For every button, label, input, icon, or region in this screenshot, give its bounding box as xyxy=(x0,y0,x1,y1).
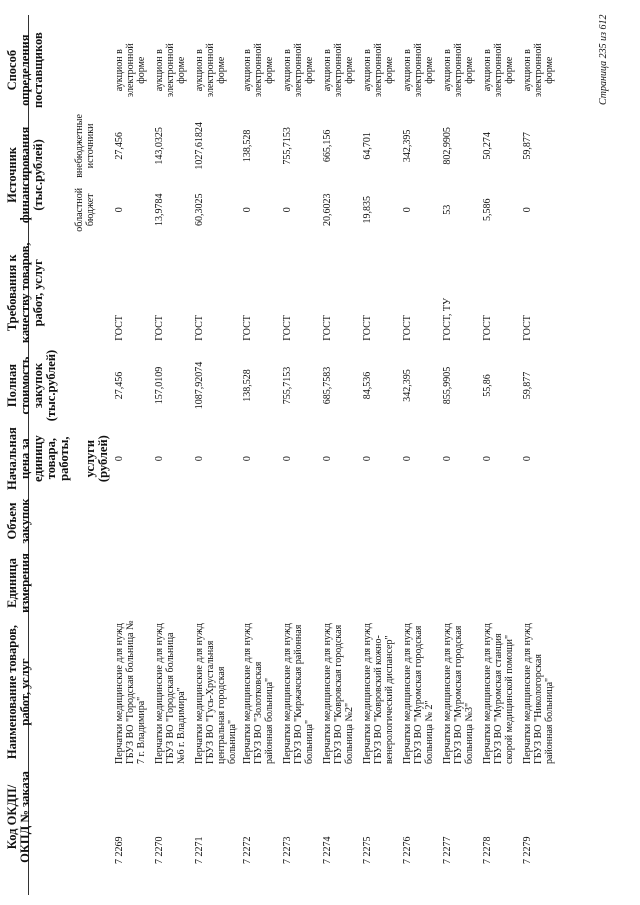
header-code: Код ОКДП/ ОКПД № заказа xyxy=(5,771,32,863)
row-extra: 802,9905 xyxy=(442,127,453,165)
row-requirements: ГОСТ xyxy=(322,315,333,341)
row-unit xyxy=(322,549,362,617)
header-price-sub: услуги (рублей) xyxy=(83,435,110,483)
row-method: аукцион в электронной форме xyxy=(402,43,435,98)
row-code: 7 2278 xyxy=(482,836,493,864)
row-requirements: ГОСТ xyxy=(522,315,533,341)
row-price: 0 xyxy=(402,456,413,462)
row-total: 138,528 xyxy=(242,369,253,402)
row-extra: 59,877 xyxy=(522,132,533,160)
row-total: 685,7583 xyxy=(322,366,333,405)
row-code: 7 2276 xyxy=(402,836,413,864)
row-volume xyxy=(482,493,522,549)
header-financing: Источник финансирования (тыс.рублей) xyxy=(5,126,45,224)
row-unit xyxy=(522,549,562,617)
table-row xyxy=(522,29,562,867)
row-price: 0 xyxy=(194,456,205,462)
row-name: Перчатки медицинские для нужд ГБУЗ ВО "Муромская станция скорой медицинской помощи" xyxy=(482,623,515,764)
row-regional: 0 xyxy=(522,207,533,213)
row-requirements: ГОСТ xyxy=(194,315,205,341)
table-row xyxy=(154,29,194,867)
row-total: 1087,92074 xyxy=(194,361,205,410)
row-name: Перчатки медицинские для нужд ГБУЗ ВО "Ковровский кожно-венерологический диспансер" xyxy=(362,623,395,764)
row-unit xyxy=(442,549,482,617)
row-price: 0 xyxy=(322,456,333,462)
row-regional: 0 xyxy=(242,207,253,213)
row-requirements: ГОСТ, ТУ xyxy=(442,297,453,341)
row-method: аукцион в электронной форме xyxy=(242,43,275,98)
row-price: 0 xyxy=(154,456,165,462)
row-code: 7 2275 xyxy=(362,836,373,864)
row-unit xyxy=(194,549,242,617)
row-name: Перчатки медицинские для нужд ГБУЗ ВО "Городская больница №6 г. Владимира" xyxy=(154,623,187,764)
row-code: 7 2277 xyxy=(442,836,453,864)
row-price: 0 xyxy=(114,456,125,462)
row-unit xyxy=(402,549,442,617)
row-extra: 143,0325 xyxy=(154,127,165,165)
row-price: 0 xyxy=(482,456,493,462)
row-code: 7 2274 xyxy=(322,836,333,864)
row-regional: 60,3025 xyxy=(194,193,205,227)
row-price: 0 xyxy=(282,456,293,462)
row-method: аукцион в электронной форме xyxy=(194,43,227,98)
row-method: аукцион в электронной форме xyxy=(442,43,475,98)
row-regional: 5,586 xyxy=(482,198,493,222)
row-method: аукцион в электронной форме xyxy=(482,43,515,98)
row-regional: 0 xyxy=(114,207,125,213)
row-extra: 27,456 xyxy=(114,132,125,160)
row-method: аукцион в электронной форме xyxy=(154,43,187,98)
header-unit: Единица измерения xyxy=(5,553,32,613)
row-regional: 0 xyxy=(402,207,413,213)
header-price-main: Начальная цена за единицу товара, работы, xyxy=(5,427,71,490)
table-row xyxy=(362,29,402,867)
row-name: Перчатки медицинские для нужд ГБУЗ ВО "Муромская городская больница №3" xyxy=(442,623,475,764)
row-unit xyxy=(482,549,522,617)
page-number: Страница 235 из 612 xyxy=(598,14,609,105)
row-total: 855,9905 xyxy=(442,366,453,405)
row-regional: 19,835 xyxy=(362,196,373,224)
header-fin-regional: областной бюджет xyxy=(73,187,96,232)
row-volume xyxy=(402,493,442,549)
row-regional: 0 xyxy=(282,207,293,213)
header-row xyxy=(4,29,72,867)
header-name: Наименование товаров, работ, услуг xyxy=(5,624,32,760)
row-requirements: ГОСТ xyxy=(154,315,165,341)
row-price: 0 xyxy=(522,456,533,462)
row-volume xyxy=(282,493,322,549)
row-unit xyxy=(114,549,154,617)
row-extra: 755,7153 xyxy=(282,127,293,165)
row-unit xyxy=(154,549,194,617)
row-extra: 50,274 xyxy=(482,132,493,160)
row-volume xyxy=(322,493,362,549)
row-code: 7 2272 xyxy=(242,836,253,864)
table-row xyxy=(242,29,282,867)
row-name: Перчатки медицинские для нужд ГБУЗ ВО "Золотковская районная больница" xyxy=(242,623,275,764)
row-code: 7 2270 xyxy=(154,836,165,864)
row-total: 755,7153 xyxy=(282,366,293,405)
table-row xyxy=(402,29,442,867)
row-name: Перчатки медицинские для нужд ГБУЗ ВО "Муромская городская больница № 2" xyxy=(402,623,435,764)
row-code: 7 2273 xyxy=(282,836,293,864)
row-regional: 13,9784 xyxy=(154,193,165,227)
procurement-table xyxy=(4,29,562,867)
row-total: 55,86 xyxy=(482,374,493,397)
row-volume xyxy=(242,493,282,549)
table-row xyxy=(322,29,362,867)
row-total: 342,395 xyxy=(402,369,413,402)
row-requirements: ГОСТ xyxy=(362,315,373,341)
row-regional: 53 xyxy=(442,204,453,215)
row-code: 7 2279 xyxy=(522,836,533,864)
row-requirements: ГОСТ xyxy=(482,315,493,341)
row-total: 157,0109 xyxy=(154,366,165,405)
row-unit xyxy=(242,549,282,617)
row-method: аукцион в электронной форме xyxy=(362,43,395,98)
row-extra: 1027,61824 xyxy=(194,122,205,170)
row-total: 27,456 xyxy=(114,371,125,400)
row-name: Перчатки медицинские для нужд ГБУЗ ВО "Ковровская городская больница №2" xyxy=(322,623,355,764)
row-name: Перчатки медицинские для нужд ГБУЗ ВО "Гусь-Хрустальная центральная городская больница" xyxy=(194,623,238,764)
row-volume xyxy=(154,493,194,549)
header-requirements: Требования к качеству товаров, работ, услуг xyxy=(5,242,45,344)
row-requirements: ГОСТ xyxy=(402,315,413,341)
row-extra: 64,701 xyxy=(362,132,373,160)
row-code: 7 2271 xyxy=(194,836,205,864)
row-name: Перчатки медицинские для нужд ГБУЗ ВО "Городская больница № 7 г. Владимира" xyxy=(114,620,147,764)
row-unit xyxy=(362,549,402,617)
row-method: аукцион в электронной форме xyxy=(522,43,555,98)
header-method: Способ определения поставщиков xyxy=(5,32,45,109)
row-requirements: ГОСТ xyxy=(114,315,125,341)
row-total: 59,877 xyxy=(522,371,533,400)
row-volume xyxy=(194,493,242,549)
table-row xyxy=(114,29,154,867)
row-volume xyxy=(522,493,562,549)
row-requirements: ГОСТ xyxy=(282,315,293,341)
header-volume: Объем закупок xyxy=(5,498,32,544)
row-code: 7 2269 xyxy=(114,836,125,864)
row-volume xyxy=(362,493,402,549)
row-volume xyxy=(442,493,482,549)
table-row xyxy=(482,29,522,867)
row-price: 0 xyxy=(442,456,453,462)
row-unit xyxy=(282,549,322,617)
header-total: Полная стоимость закупок (тыс.рублей) xyxy=(5,349,58,422)
row-method: аукцион в электронной форме xyxy=(114,43,147,98)
header-price xyxy=(4,424,114,493)
row-price: 0 xyxy=(242,456,253,462)
row-requirements: ГОСТ xyxy=(242,315,253,341)
row-total: 84,536 xyxy=(362,371,373,400)
row-extra: 138,528 xyxy=(242,129,253,163)
row-extra: 342,395 xyxy=(402,129,413,163)
row-regional: 20,6023 xyxy=(322,193,333,227)
row-method: аукцион в электронной форме xyxy=(322,43,355,98)
table-row xyxy=(282,29,322,867)
row-price: 0 xyxy=(362,456,373,462)
row-extra: 665,156 xyxy=(322,129,333,163)
table-row xyxy=(194,29,242,867)
table-row xyxy=(442,29,482,867)
row-name: Перчатки медицинские для нужд ГБУЗ ВО "Киржачская районная больница" xyxy=(282,623,315,764)
row-name: Перчатки медицинские для нужд ГБУЗ ВО "Никологорская районная больница" xyxy=(522,623,555,764)
header-fin-extra: внебюджетные источники xyxy=(73,114,96,178)
row-volume xyxy=(114,493,154,549)
row-method: аукцион в электронной форме xyxy=(282,43,315,98)
